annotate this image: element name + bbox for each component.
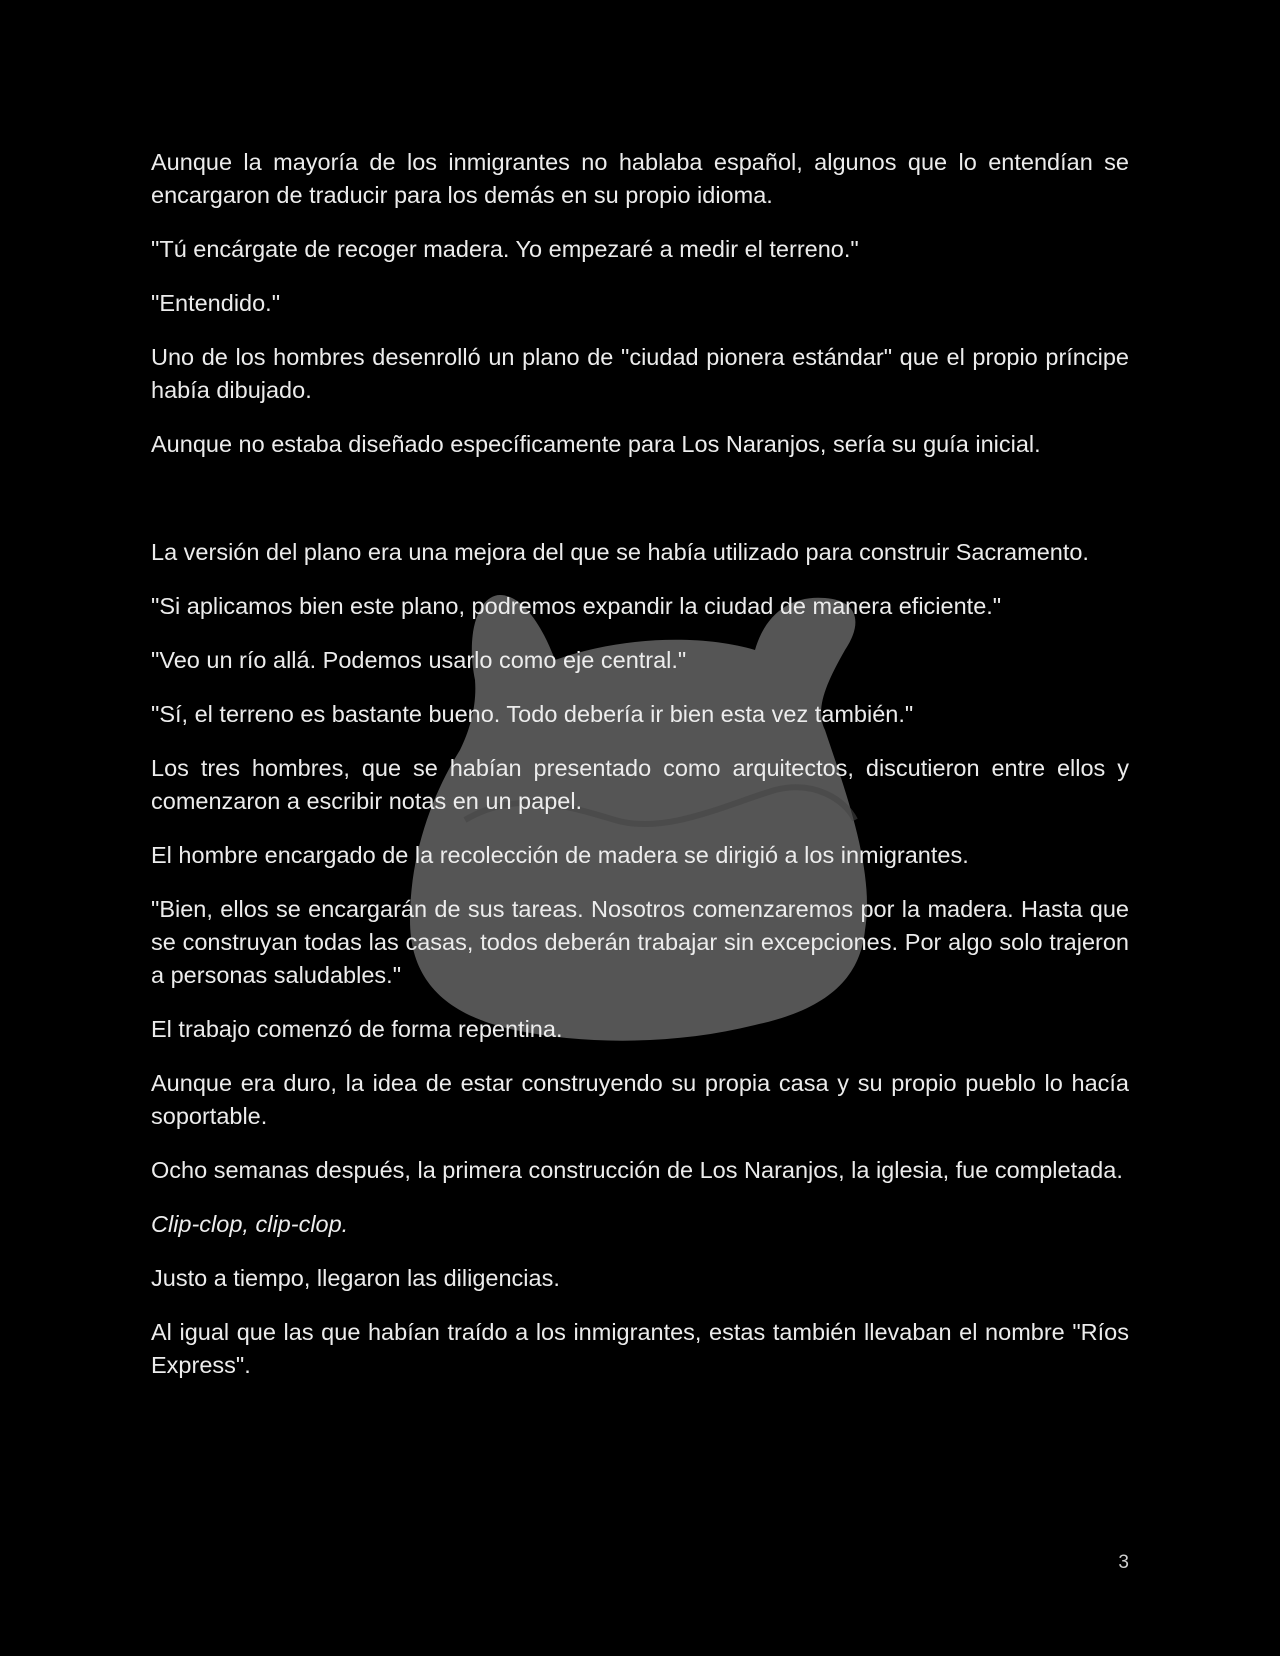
paragraph: Ocho semanas después, la primera construcción de Los Naranjos, la iglesia, fue completada. — [151, 1157, 1123, 1183]
paragraph: El trabajo comenzó de forma repentina. — [151, 1016, 563, 1042]
paragraph: Aunque no estaba diseñado específicamente para Los Naranjos, sería su guía inicial. — [151, 431, 1041, 457]
paragraph: La versión del plano era una mejora del que se había utilizado para construir Sacramento. — [151, 539, 1089, 565]
page-number: 3 — [1118, 1552, 1129, 1573]
paragraph: Los tres hombres, que se habían presentado como arquitectos, discutieron entre ellos y comenzaron a escribir notas en un papel. — [151, 755, 1129, 814]
paragraph: "Entendido." — [151, 290, 281, 316]
paragraph: Aunque era duro, la idea de estar construyendo su propia casa y su propio pueblo lo hacía soportable. — [151, 1070, 1129, 1129]
paragraph: "Si aplicamos bien este plano, podremos expandir la ciudad de manera eficiente." — [151, 593, 1002, 619]
paragraph: "Bien, ellos se encargarán de sus tareas. Nosotros comenzaremos por la madera. Hasta que se construyan todas las casas, todos deberán trabajar sin excepciones. Por algo solo trajeron a personas saludables." — [151, 896, 1129, 988]
italic-paragraph: Clip-clop, clip-clop. — [151, 1211, 349, 1237]
paragraph: El hombre encargado de la recolección de madera se dirigió a los inmigrantes. — [151, 842, 969, 868]
paragraph: "Veo un río allá. Podemos usarlo como eje central." — [151, 647, 687, 673]
paragraph: Al igual que las que habían traído a los inmigrantes, estas también llevaban el nombre "Ríos Express". — [151, 1319, 1129, 1378]
paragraph: Aunque la mayoría de los inmigrantes no hablaba español, algunos que lo entendían se encargaron de traducir para los demás en su propio idioma. — [151, 149, 1129, 208]
document-body — [151, 146, 1129, 1403]
paragraph: Justo a tiempo, llegaron las diligencias. — [151, 1265, 560, 1291]
paragraph: "Tú encárgate de recoger madera. Yo empezaré a medir el terreno." — [151, 236, 859, 262]
paragraph: "Sí, el terreno es bastante bueno. Todo debería ir bien esta vez también." — [151, 701, 914, 727]
paragraph: Uno de los hombres desenrolló un plano de "ciudad pionera estándar" que el propio príncipe había dibujado. — [151, 344, 1129, 403]
